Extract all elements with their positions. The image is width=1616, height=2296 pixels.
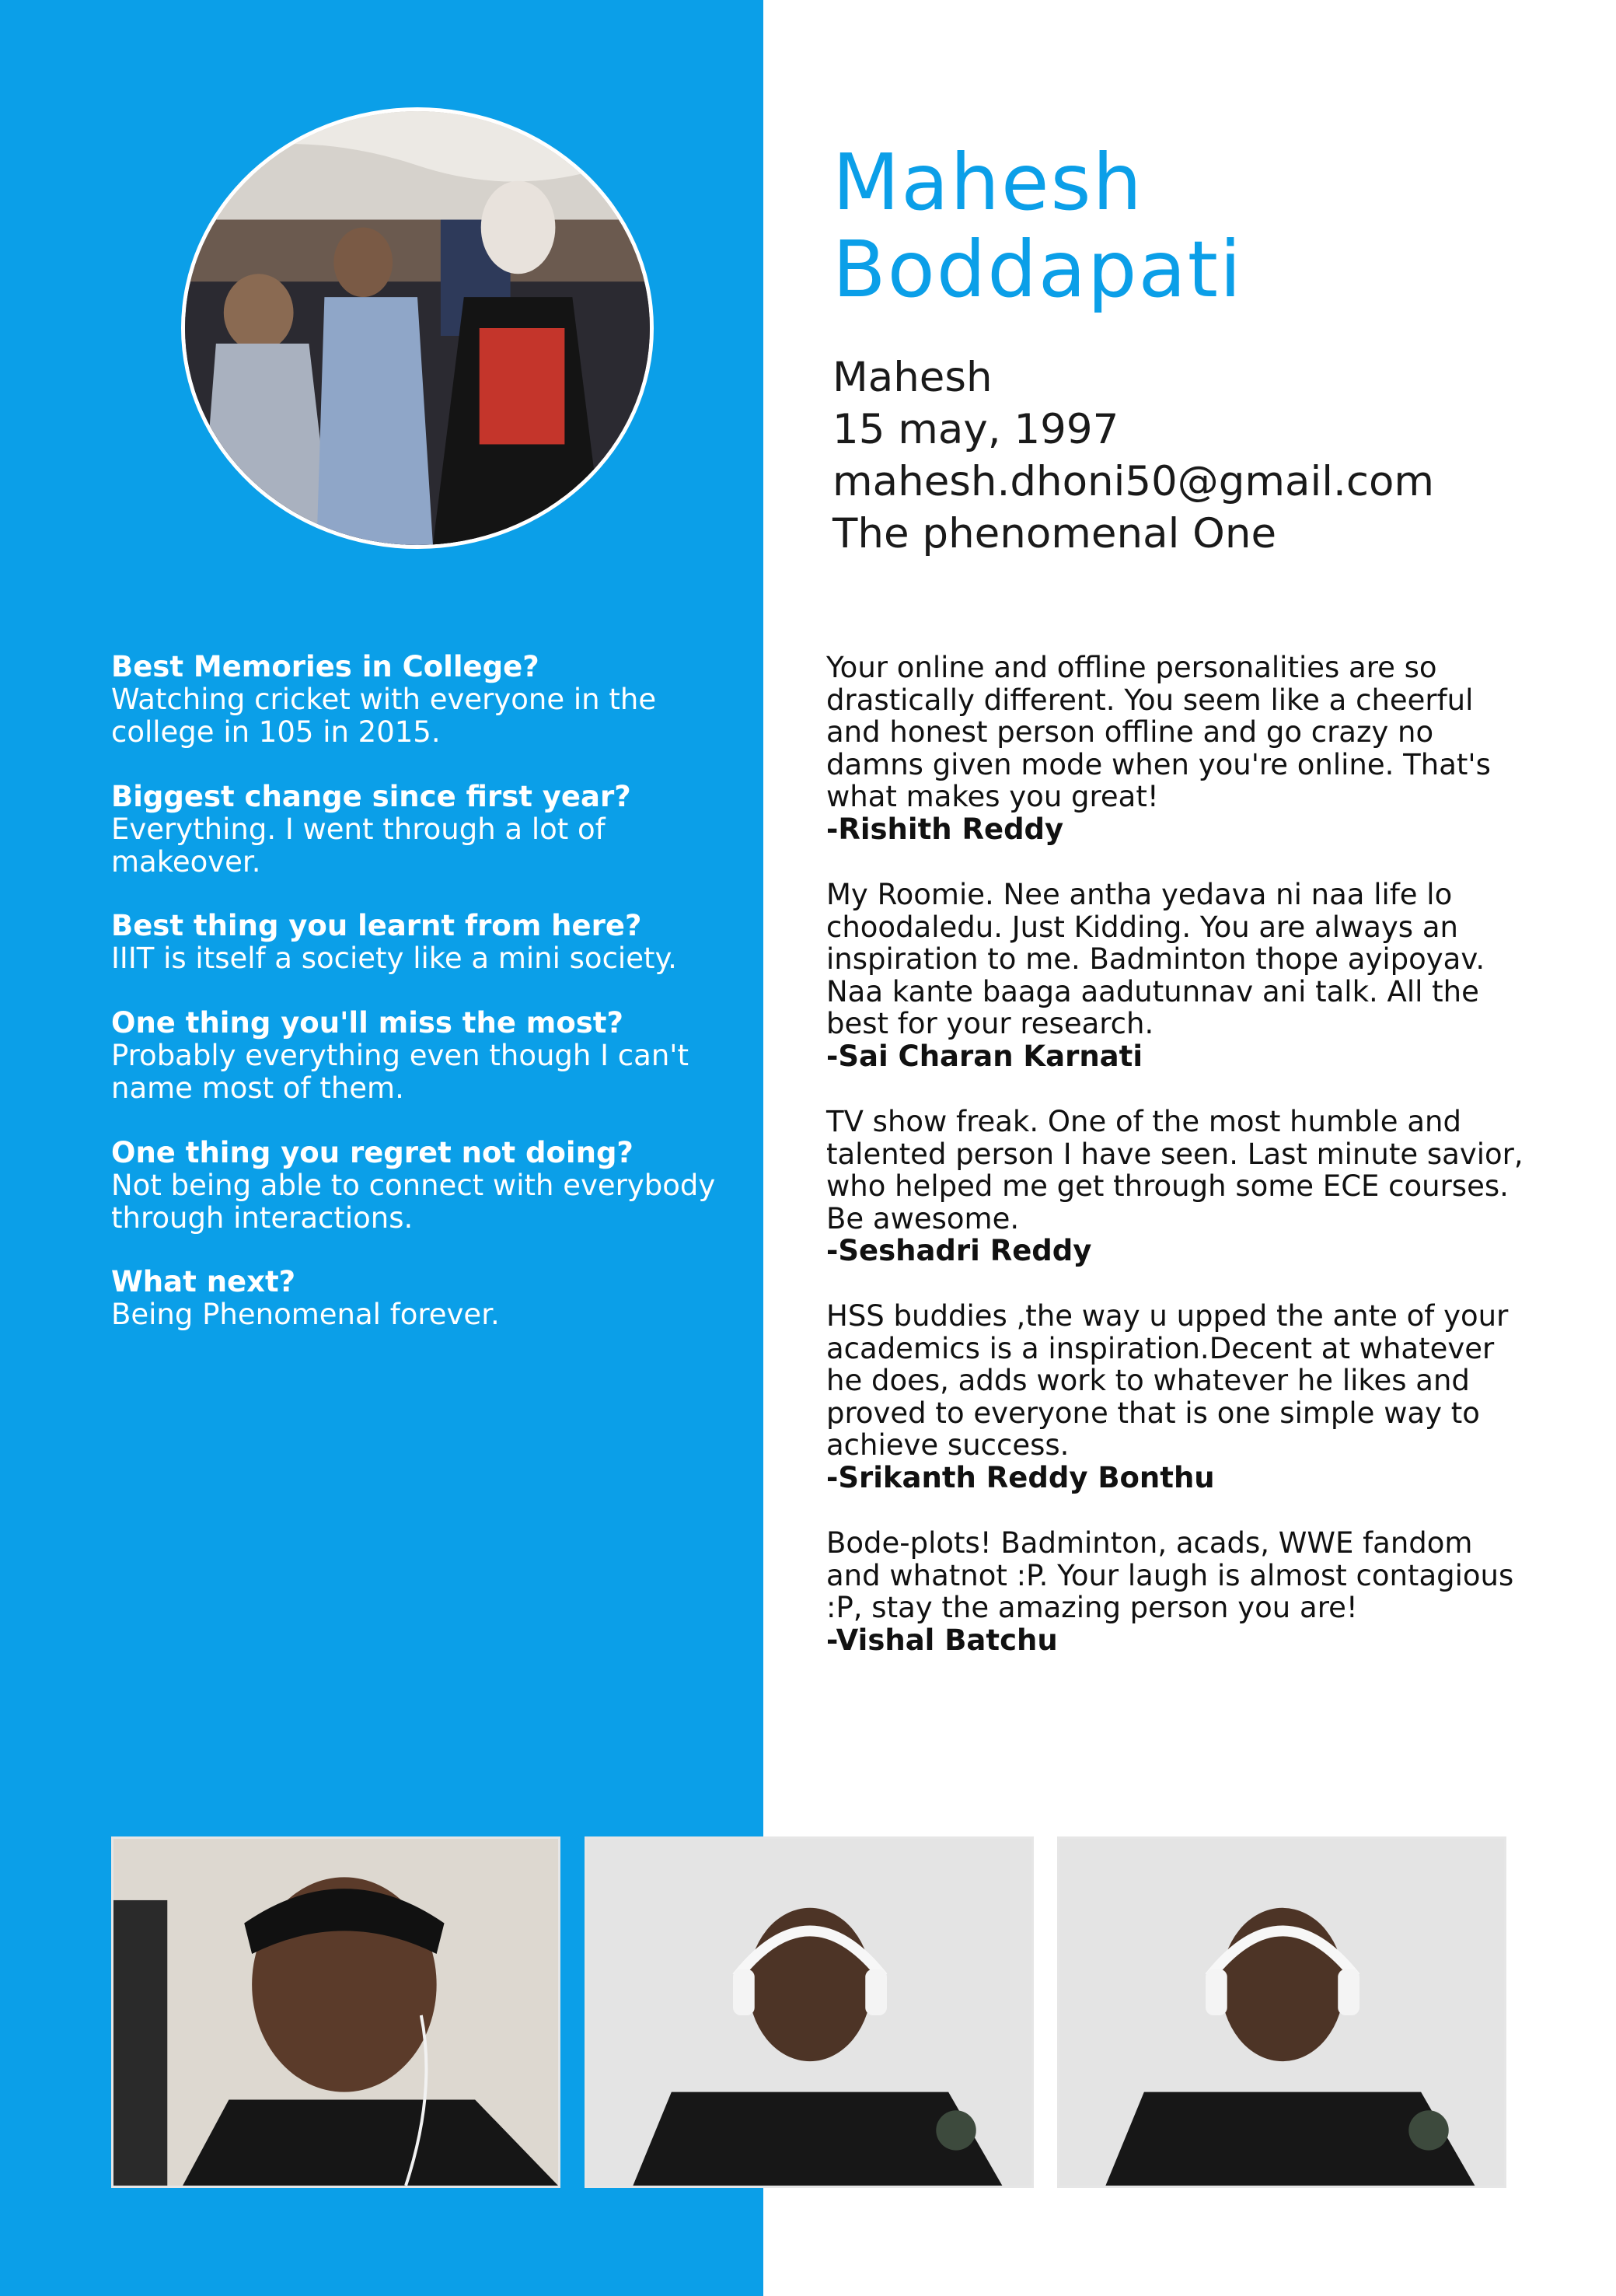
qa-question: Best Memories in College? (111, 650, 539, 683)
testimonial (826, 1527, 1526, 1656)
qa-answer: Everything. I went through a lot of makeover. (111, 813, 606, 879)
qa-answer: Watching cricket with everyone in the college in 105 in 2015. (111, 683, 657, 749)
nickname: Mahesh (832, 354, 993, 401)
profile-photo (181, 107, 654, 549)
testimonial (826, 652, 1526, 845)
testimonial-message: Your online and offline personalities are so drastically different. You seem like a cheerful and honest person offline and go crazy no damns given mode when you're online. That's what makes you great! (826, 651, 1491, 813)
qa-item (111, 1007, 725, 1105)
gallery-photo-1-illustration (113, 1839, 558, 2186)
qa-question: Best thing you learnt from here? (111, 909, 642, 942)
testimonial-author: -Sai Charan Karnati (826, 1039, 1143, 1073)
qa-answer: Not being able to connect with everybody through interactions. (111, 1169, 716, 1235)
qa-item (111, 1137, 725, 1235)
testimonial-message: HSS buddies ,the way u upped the ante of your academics is a inspiration.Decent at whatever he does, adds work to whatever he likes and proved to everyone that is one simple way to achieve success. (826, 1299, 1509, 1462)
gallery-photo-1 (111, 1836, 560, 2188)
qa-question: One thing you'll miss the most? (111, 1006, 623, 1040)
gallery-photo-3 (1057, 1836, 1506, 2188)
qa-answer: Probably everything even though I can't name most of them. (111, 1039, 689, 1105)
qa-question: Biggest change since first year? (111, 780, 631, 813)
testimonial-author: -Vishal Batchu (826, 1623, 1058, 1657)
qa-item (111, 1266, 725, 1331)
qa-item (111, 910, 725, 975)
testimonial (826, 1106, 1526, 1267)
testimonial-message: My Roomie. Nee antha yedava ni naa life lo choodaledu. Just Kidding. You are always an inspiration to me. Badminton thope ayipoyav. Naa kante baaga aadutunnav ani talk. All the best for your research. (826, 878, 1485, 1040)
testimonial-message: TV show freak. One of the most humble and talented person I have seen. Last minute savior, who helped me get through some ECE courses. Be awesome. (826, 1105, 1524, 1235)
qa-question: What next? (111, 1265, 296, 1298)
gallery-photo-3-illustration (1059, 1839, 1504, 2186)
testimonial (826, 879, 1526, 1072)
testimonial-author: -Srikanth Reddy Bonthu (826, 1460, 1215, 1494)
testimonial-author: -Seshadri Reddy (826, 1234, 1092, 1267)
gallery-photo-2-illustration (587, 1839, 1031, 2186)
testimonial-message: Bode-plots! Badminton, acads, WWE fandom and whatnot :P. Your laugh is almost contagious :P, stay the amazing person you are! (826, 1526, 1514, 1624)
tagline: The phenomenal One (832, 510, 1277, 557)
testimonial (826, 1300, 1526, 1494)
qa-item (111, 651, 725, 749)
qa-answer: IIIT is itself a society like a mini society. (111, 942, 677, 975)
qa-question: One thing you regret not doing? (111, 1136, 633, 1169)
name-last: Boddapati (832, 224, 1243, 315)
name-first: Mahesh (832, 137, 1143, 228)
qa-item (111, 781, 725, 879)
gallery-photo-2 (585, 1836, 1034, 2188)
testimonial-author: -Rishith Reddy (826, 812, 1064, 846)
profile-photo-illustration (185, 111, 650, 545)
date-of-birth: 15 may, 1997 (832, 406, 1119, 453)
email: mahesh.dhoni50@gmail.com (832, 458, 1435, 505)
qa-answer: Being Phenomenal forever. (111, 1298, 500, 1331)
